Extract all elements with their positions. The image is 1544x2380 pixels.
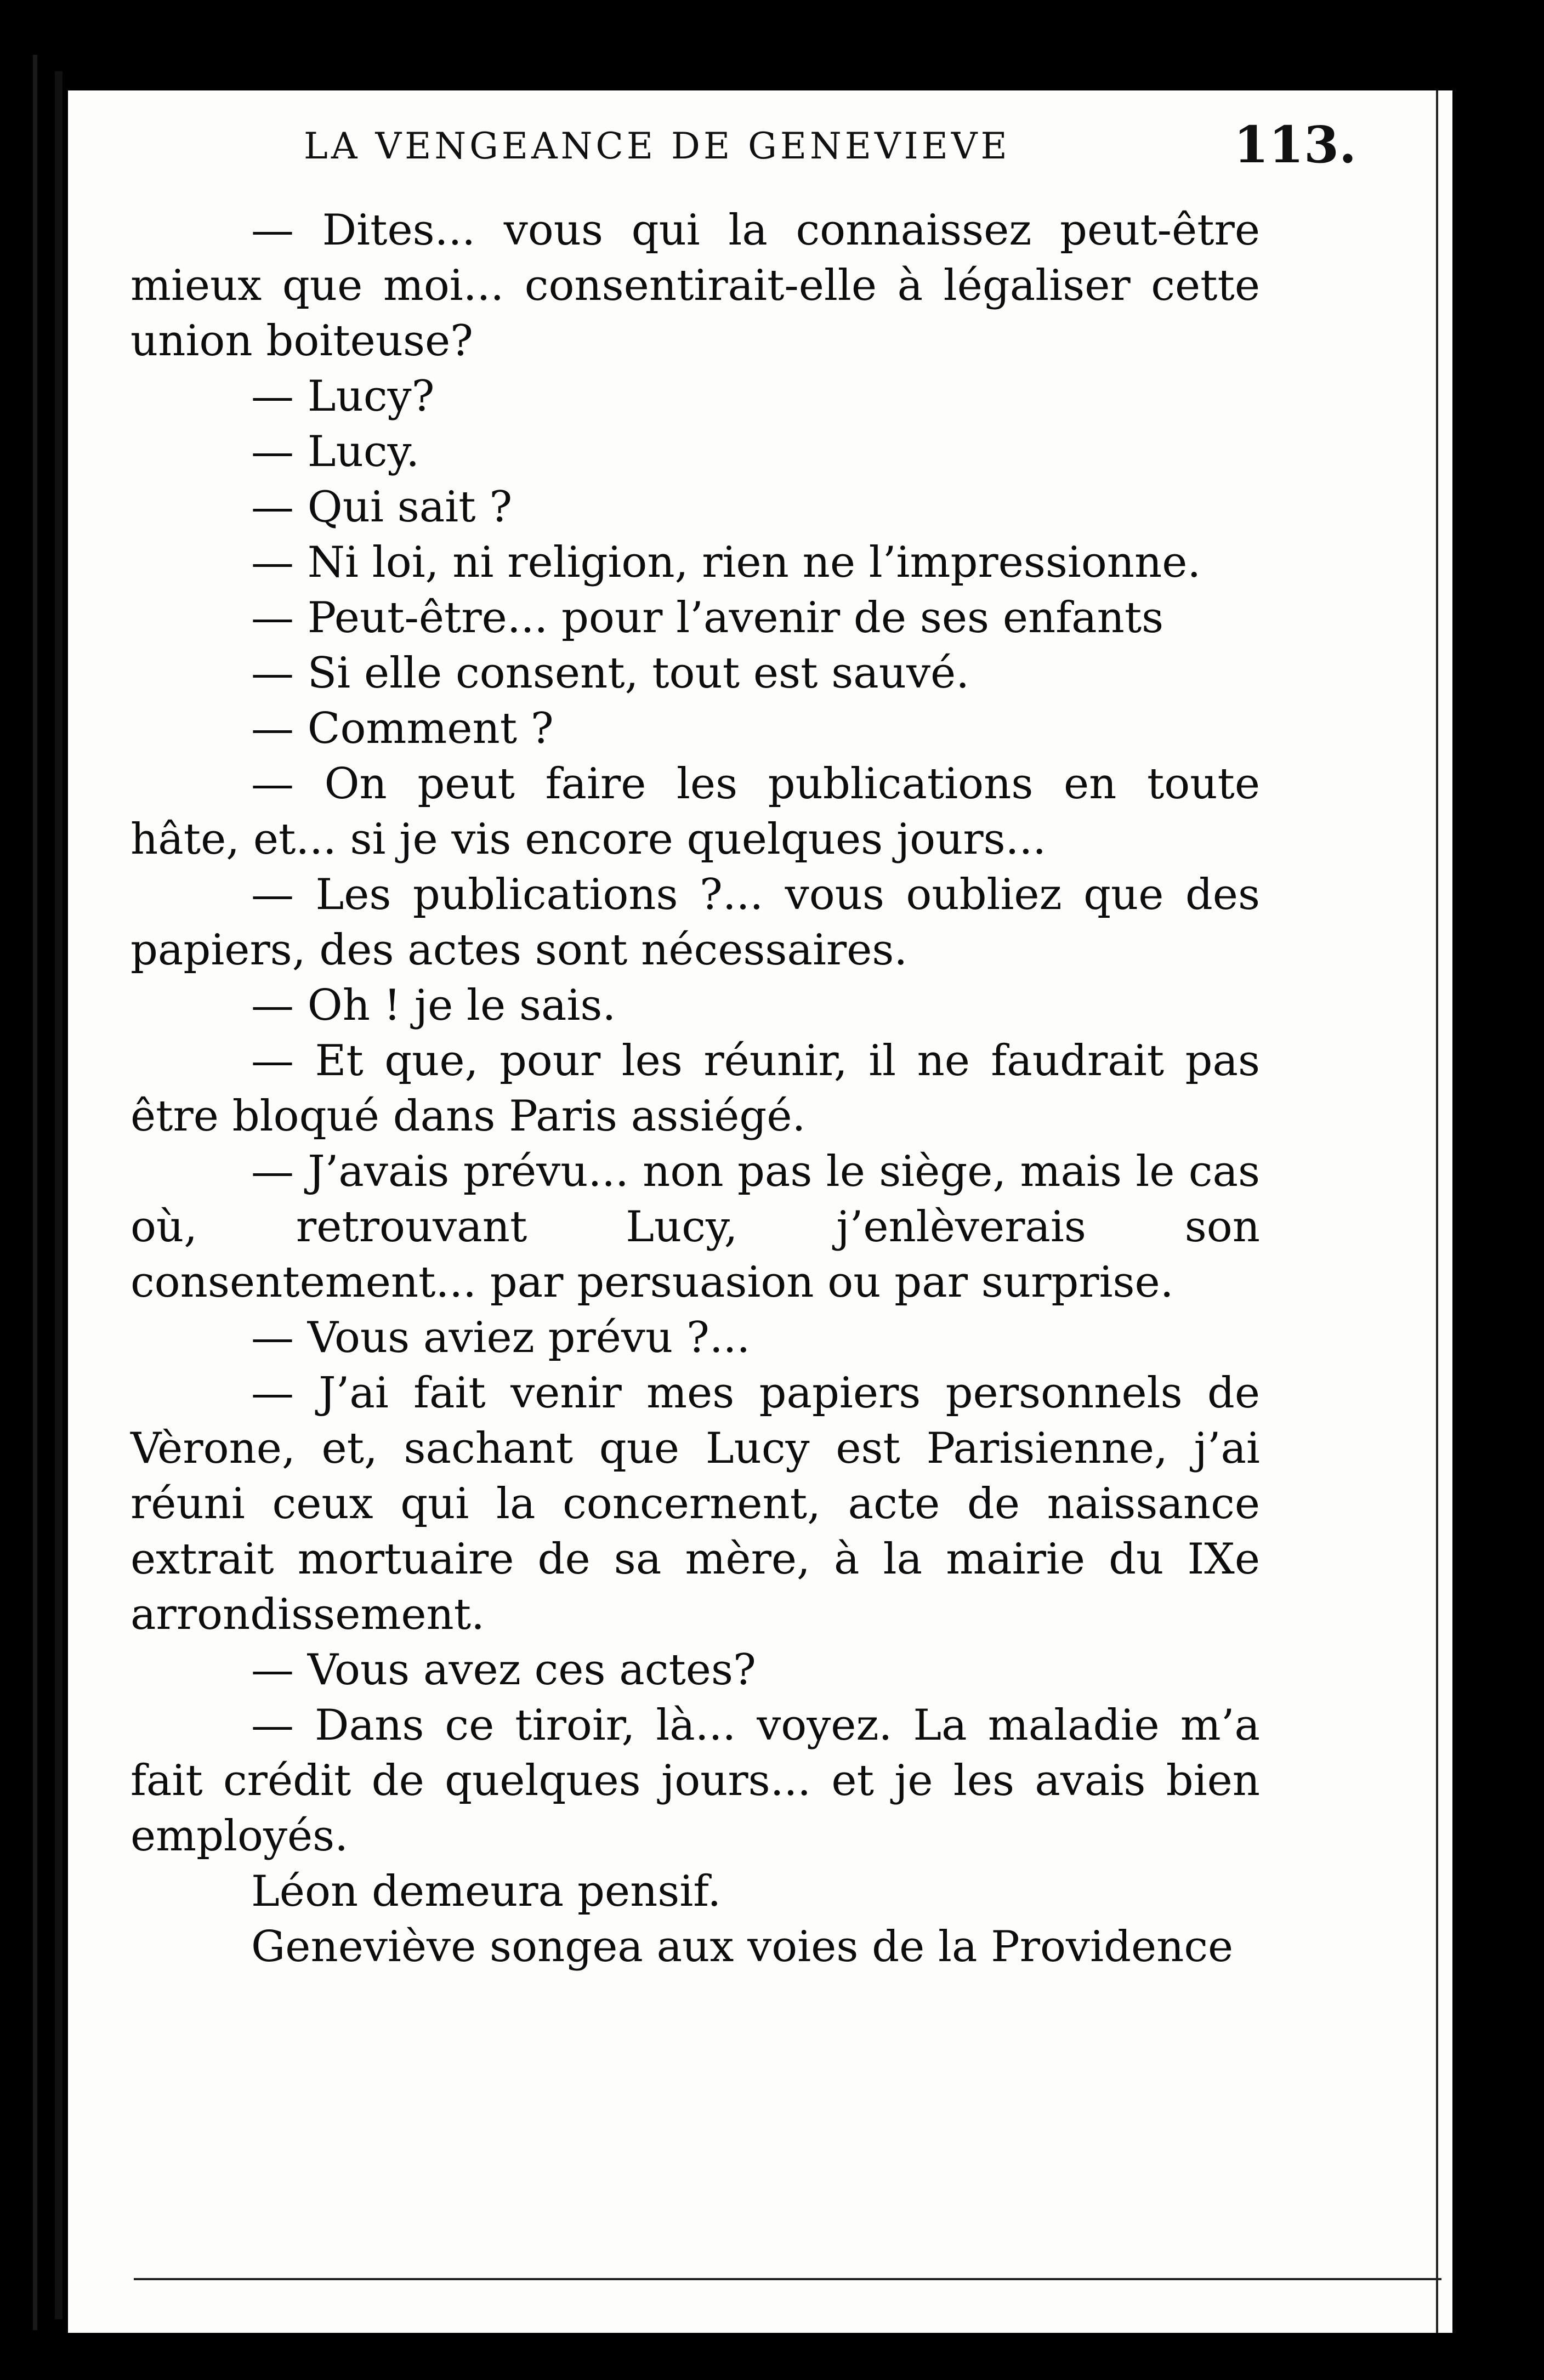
paragraph: — Vous aviez prévu ?... xyxy=(251,1313,751,1362)
paragraph: — Lucy. xyxy=(251,427,420,476)
paragraph: — Et que, pour les réunir, il ne faudrait pas être bloqué dans Paris assiégé. xyxy=(130,1036,1260,1141)
binding-edge xyxy=(55,71,63,2319)
paragraph: Geneviève songea aux voies de la Providence xyxy=(251,1922,1234,1972)
paragraph: — J’avais prévu... non pas le siège, mais le cas où, retrouvant Lucy, j’enlèverais son consentement... par persuasion ou par surprise. xyxy=(130,1147,1260,1307)
paragraph: — Oh ! je le sais. xyxy=(251,981,616,1030)
paragraph: — On peut faire les publications en toute hâte, et... si je vis encore quelques jours... xyxy=(130,759,1260,864)
binding-edge-outer xyxy=(33,55,37,2330)
paragraph: — Comment ? xyxy=(251,704,554,753)
running-title: LA VENGEANCE DE GENEVIEVE xyxy=(304,125,1011,167)
page-header xyxy=(304,115,1362,175)
paragraph: — Si elle consent, tout est sauvé. xyxy=(251,649,970,698)
page-number: 113. xyxy=(1233,115,1356,174)
paragraph: — Qui sait ? xyxy=(251,482,513,532)
paragraph: — Dans ce tiroir, là... voyez. La maladie m’a fait crédit de quelques jours... et je les avais bien employés. xyxy=(130,1701,1260,1861)
paragraph: — Vous avez ces actes? xyxy=(251,1645,756,1695)
body-text xyxy=(130,203,1260,1975)
paragraph: — J’ai fait venir mes papiers personnels de Vèrone, et, sachant que Lucy est Parisienne, j’ai réuni ceux qui la concernent, acte de naissance extrait mortuaire de sa mère, à la mairie du IXe arrondissement. xyxy=(130,1368,1260,1639)
paragraph: Léon demeura pensif. xyxy=(251,1867,722,1916)
paragraph: — Les publications ?... vous oubliez que des papiers, des actes sont nécessaires. xyxy=(130,870,1260,975)
paragraph: — Peut-être... pour l’avenir de ses enfants xyxy=(251,593,1164,643)
paragraph: — Dites... vous qui la connaissez peut-être mieux que moi... consentirait-elle à légaliser cette union boiteuse? xyxy=(130,206,1260,366)
paragraph: — Ni loi, ni religion, rien ne l’impressionne. xyxy=(251,538,1201,587)
paragraph: — Lucy? xyxy=(251,372,435,421)
